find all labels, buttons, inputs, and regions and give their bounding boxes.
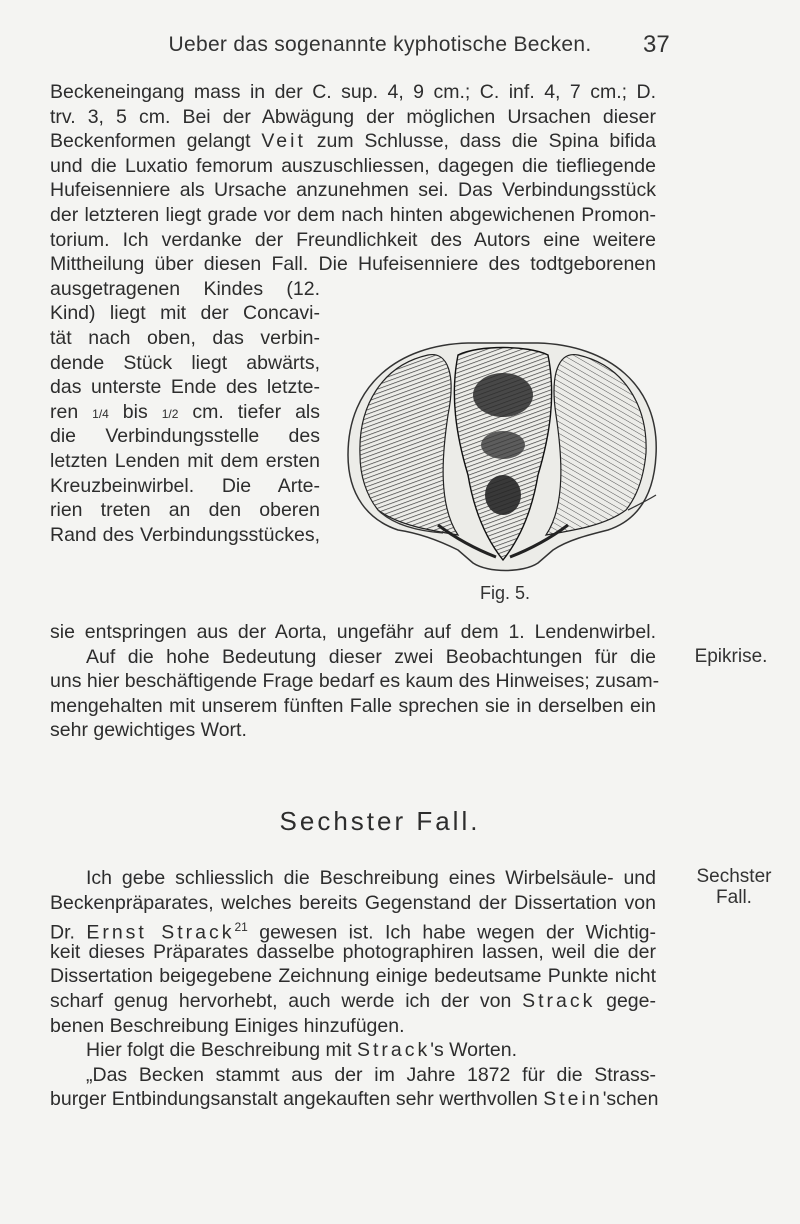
text-line: Ich gebe schliesslich die Beschreibung eines Wirbelsäule- und [86,867,656,889]
text-line: dende Stück liegt abwärts, [50,351,320,374]
horseshoe-kidney-illustration [338,335,668,575]
author-name: Strack [356,1039,431,1062]
text-line: Kreuzbeinwirbel. Die Arte- [50,474,320,497]
text-line: Kind) liegt mit der Concavi- [50,302,320,325]
text-line: Auf die hohe Bedeutung dieser zwei Beobachtungen für die [86,645,656,668]
text-line: Hier folgt die Beschreibung mit Strack's Worten. [86,1039,518,1062]
text-line: Rand des Verbindungsstückes, [50,523,320,546]
text-line: uns hier beschäftigende Frage bedarf es kaum des Hinweises; zusam- [50,670,660,693]
text-line: Beckenpräparates, welches bereits Gegenstand der Dissertation von [50,891,656,914]
text-line: sehr gewichtiges Wort. [50,719,247,742]
text-line: ausgetragenen Kindes (12. [50,277,320,300]
section-title: Sechster Fall. [279,806,481,836]
fraction: 1/2 [161,406,179,421]
text-line: Hufeisenniere als Ursache anzunehmen sei. Das Verbindungsstück [50,179,656,202]
text-line: rien treten an den oberen [50,499,320,522]
text-line: der letzteren liegt grade vor dem nach hinten abgewichenen Promon- [50,203,656,226]
author-name: Strack [522,989,596,1012]
text-line: tät nach oben, das verbin- [50,326,320,349]
text-line: ren 1/4 bis 1/2 cm. tiefer als [50,400,320,423]
margin-note-line: Fall. [716,887,752,908]
horseshoe-kidney-figure [338,335,668,575]
text-line: scharf genug hervorhebt, auch werde ich der von Strack gege- [50,989,656,1012]
running-title: Ueber das sogenannte kyphotische Becken. [168,33,592,56]
margin-note-epikrise: Epikrise. [694,646,768,667]
fraction: 1/4 [92,406,109,421]
figure-caption: Fig. 5. [480,583,531,603]
text-line: Dr. Ernst Strack$^{21}$ gewesen ist. Ich habe wegen der Wichtig- [50,920,656,944]
text-line: benen Beschreibung Einiges hinzufügen. [50,1014,405,1037]
text-line: letzten Lenden mit dem ersten [50,449,320,472]
margin-note-sechster-fall [672,866,796,908]
text-line: torium. Ich verdanke der Freundlichkeit des Autors eine weitere [50,228,656,251]
text-line: und die Luxatio femorum auszuschliessen, dagegen die tiefliegende [50,154,656,177]
text-line: trv. 3, 5 cm. Bei der Abwägung der möglichen Ursachen dieser [50,105,656,128]
margin-note-line: Sechster [696,866,772,887]
page-number: 37 [643,31,670,58]
text-line: „Das Becken stammt aus der im Jahre 1872 für die Strass- [86,1063,656,1086]
text-line: die Verbindungsstelle des [50,425,320,448]
text-line: Beckenformen gelangt Veit zum Schlusse, dass die Spina bifida [50,130,656,153]
author-name: Stein [543,1088,603,1111]
paragraph-1-narrow [50,277,320,548]
paragraph-1-end [50,620,656,645]
text-line: sie entspringen aus der Aorta, ungefähr auf dem 1. Lendenwirbel. [50,621,656,643]
text-line: burger Entbindungsanstalt angekauften sehr werthvollen Stein'schen [50,1088,659,1111]
text-line: das unterste Ende des letzte- [50,376,320,399]
text-line: Mittheilung über diesen Fall. Die Hufeisenniere des todtgeborenen [50,253,656,276]
author-name: Ernst Strack [86,921,235,944]
text-line: mengehalten mit unserem fünften Falle sprechen sie in derselben ein [50,694,656,717]
paragraph-2 [50,645,660,743]
paragraph-3 [50,866,659,1112]
text-line: keit dieses Präparates dasselbe photographiren lassen, weil die der [50,940,656,963]
paragraph-1-top [50,80,656,277]
footnote-ref: 21 [234,920,248,935]
text-line: Dissertation beigegebene Zeichnung einige bedeutsame Punkte nicht [50,965,656,988]
author-name: Veit [261,130,306,153]
text-line: Beckeneingang mass in der C. sup. 4, 9 cm.; C. inf. 4, 7 cm.; D. [50,81,656,103]
